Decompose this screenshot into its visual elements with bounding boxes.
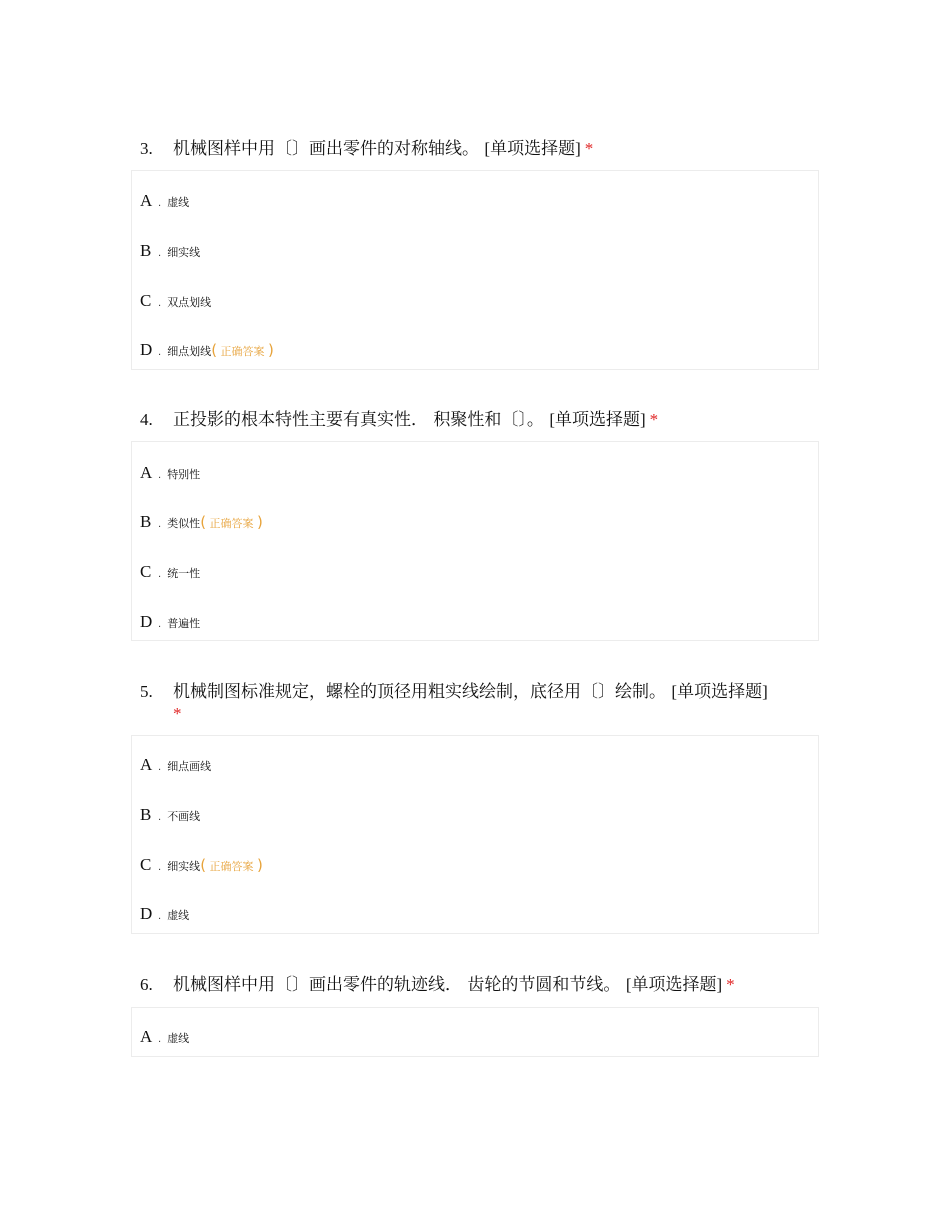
option-d[interactable]: D . 普遍性 — [140, 612, 201, 631]
option-text: 双点划线 — [167, 296, 212, 309]
option-letter: A — [140, 755, 153, 774]
option-letter: D — [140, 340, 153, 359]
options-box-q4 — [131, 441, 819, 641]
required-mark: * — [649, 410, 659, 429]
option-text: 不画线 — [167, 810, 201, 823]
question-title — [140, 681, 830, 725]
option-text: 细实线 — [167, 246, 201, 259]
correct-answer-badge: ( 正确答案 ) — [200, 856, 263, 874]
options-box-q3 — [131, 170, 819, 370]
option-text: 细点画线 — [167, 760, 212, 773]
required-mark: * — [726, 975, 735, 994]
option-a[interactable]: A . 虚线 — [140, 191, 190, 210]
option-letter: C — [140, 855, 152, 874]
option-letter: D — [140, 904, 153, 923]
question-type: [单项选择题] — [484, 139, 581, 158]
option-letter: B — [140, 512, 152, 531]
question-number: 4. — [140, 410, 153, 429]
question-title — [140, 138, 830, 160]
option-text: 普遍性 — [167, 617, 201, 630]
options-box-q6 — [131, 1007, 819, 1057]
question-number: 5. — [140, 682, 153, 701]
option-letter: C — [140, 562, 152, 581]
option-letter: A — [140, 191, 153, 210]
option-letter: A — [140, 463, 153, 482]
question-text: 机械制图标准规定，螺栓的顶径用粗实线绘制，底径用〔〕绘制。 — [173, 682, 666, 702]
correct-answer-badge: ( 正确答案 ) — [211, 341, 274, 359]
option-c[interactable]: C . 统一性 — [140, 562, 201, 581]
option-b[interactable]: B . 细实线 — [140, 241, 201, 260]
required-mark: * — [173, 704, 182, 723]
options-box-q5 — [131, 735, 819, 934]
option-a[interactable]: A . 虚线 — [140, 1027, 190, 1046]
correct-answer-badge: ( 正确答案 ) — [200, 513, 263, 531]
question-number: 6. — [140, 975, 153, 994]
question-title — [140, 974, 830, 996]
question-text: 机械图样中用〔〕画出零件的轨迹线． 齿轮的节圆和节线。 — [173, 975, 621, 995]
option-a[interactable]: A . 特别性 — [140, 463, 201, 482]
option-letter: D — [140, 612, 153, 631]
required-mark: * — [584, 139, 594, 158]
option-text: 特别性 — [167, 468, 201, 481]
option-text: 虚线 — [167, 196, 190, 209]
option-text: 虚线 — [167, 909, 190, 922]
option-letter: A — [140, 1027, 153, 1046]
question-6 — [0, 974, 950, 996]
option-c[interactable]: C . 细实线( 正确答案 ) — [140, 855, 263, 874]
question-number: 3. — [140, 139, 153, 158]
option-letter: C — [140, 291, 152, 310]
question-title — [140, 409, 830, 431]
option-text: 类似性 — [167, 517, 201, 530]
question-3 — [0, 138, 950, 160]
option-text: 细实线 — [167, 860, 201, 873]
option-d[interactable]: D . 虚线 — [140, 904, 190, 923]
option-text: 细点划线 — [167, 345, 212, 358]
question-5 — [0, 681, 950, 725]
option-letter: B — [140, 241, 152, 260]
question-type: [单项选择题] — [625, 975, 723, 994]
option-text: 统一性 — [167, 567, 201, 580]
option-c[interactable]: C . 双点划线 — [140, 291, 212, 310]
question-type: [单项选择题] — [671, 682, 768, 701]
option-d[interactable]: D . 细点划线( 正确答案 ) — [140, 340, 274, 359]
option-a[interactable]: A . 细点画线 — [140, 755, 212, 774]
option-b[interactable]: B . 不画线 — [140, 805, 201, 824]
question-type: [单项选择题] — [549, 410, 646, 429]
question-text: 正投影的根本特性主要有真实性． 积聚性和〔〕。 — [173, 410, 544, 430]
option-text: 虚线 — [167, 1032, 190, 1045]
option-letter: B — [140, 805, 152, 824]
question-4 — [0, 409, 950, 431]
question-text: 机械图样中用〔〕画出零件的对称轴线。 — [173, 139, 479, 159]
option-b[interactable]: B . 类似性( 正确答案 ) — [140, 512, 263, 531]
